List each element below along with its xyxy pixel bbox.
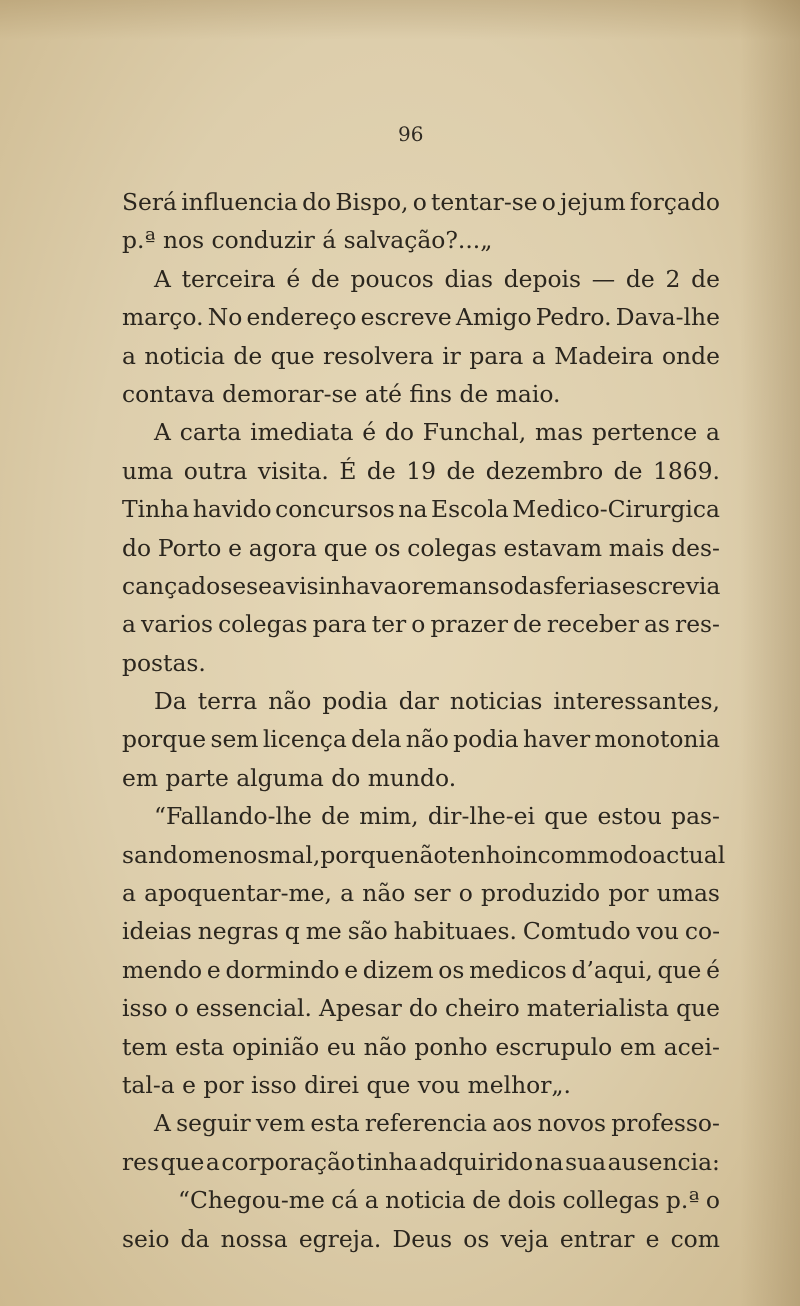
text-line: do Porto e agora que os colegas estavam mais des-	[122, 533, 720, 562]
text-line: março. No endereço escreve Amigo Pedro. Dava-lhe	[122, 303, 720, 332]
page-shadow-right	[740, 0, 800, 1306]
text-line: mendo e dormindo e dizem os medicos d’aqui, que é	[122, 955, 720, 984]
text-line: “Fallando-lhe de mim, dir-lhe-ei que estou pas-	[154, 802, 720, 831]
page-shadow-top	[0, 0, 800, 40]
text-line: ideias negras q me são habituaes. Comtudo vou co-	[122, 917, 720, 946]
text-line: sando menos mal, porque não tenho incommodo actual	[122, 840, 726, 869]
text-line: Da terra não podia dar noticias interessantes,	[154, 687, 720, 716]
text-line: em parte alguma do mundo.	[122, 763, 457, 792]
text-line: isso o essencial. Apesar do cheiro materialista que	[122, 994, 720, 1023]
text-line: p.ª nos conduzir á salvação?...„	[122, 226, 493, 255]
text-line: seio da nossa egreja. Deus os veja entrar e com	[122, 1224, 720, 1253]
text-line: uma outra visita. É de 19 de dezembro de 1869.	[122, 456, 720, 485]
text-line: a varios colegas para ter o prazer de receber as res-	[122, 610, 720, 639]
text-line: tal-a e por isso direi que vou melhor„.	[122, 1070, 571, 1099]
text-line: cançados e se avisinhava o remanso das ferias escrevia	[122, 571, 721, 600]
text-line: A terceira é de poucos dias depois — de 2 de	[154, 264, 720, 293]
text-line: “Chegou-me cá a noticia de dois collegas p.ª o	[178, 1186, 720, 1215]
text-line: res que a corporação tinha adquirido na sua ausencia:	[122, 1147, 720, 1176]
text-line: tem esta opinião eu não ponho escrupulo em acei-	[122, 1032, 720, 1061]
text-line: Será influencia do Bispo, o tentar-se o jejum forçado	[122, 188, 720, 216]
text-line: A carta imediata é do Funchal, mas pertence a	[154, 418, 720, 447]
text-line: postas.	[122, 648, 206, 677]
text-line: a noticia de que resolvera ir para a Madeira onde	[122, 341, 720, 370]
text-line: a apoquentar-me, a não ser o produzido por umas	[122, 879, 720, 908]
text-line: Tinha havido concursos na Escola Medico-Cirurgica	[122, 495, 720, 524]
text-line: porque sem licença dela não podia haver monotonia	[122, 725, 720, 754]
text-line: contava demorar-se até fins de maio.	[122, 379, 561, 408]
page-number: 96	[398, 122, 424, 146]
text-line: A seguir vem esta referencia aos novos professo-	[154, 1109, 720, 1138]
body-text	[122, 183, 726, 1258]
